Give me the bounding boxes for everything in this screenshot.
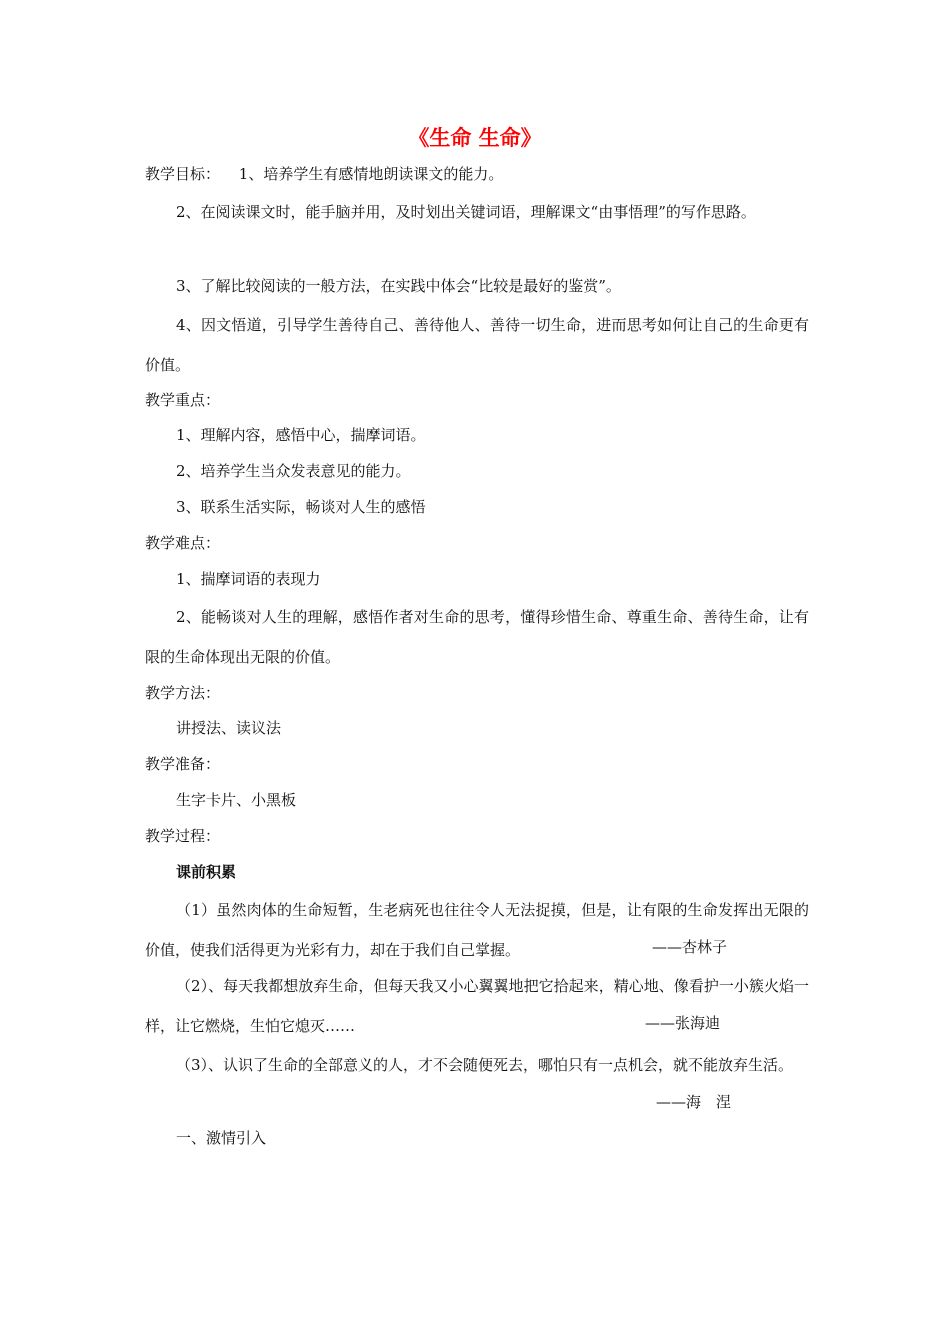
process-label: 教学过程： — [145, 827, 221, 845]
quote-2-author: ——张海迪 — [645, 1014, 721, 1032]
objective-4: 4、因文悟道，引导学生善待自己、善待他人、善待一切生命，进而思考如何让自己的生命更有价值。 — [145, 316, 809, 374]
objective-3: 3、了解比较阅读的一般方法，在实践中体会“比较是最好的鉴赏”。 — [176, 277, 621, 295]
section-heading: 课前积累 — [176, 863, 237, 881]
quote-3-author: ——海 涅 — [656, 1093, 732, 1111]
objectives-label: 教学目标： — [145, 165, 221, 183]
preparation-value: 生字卡片、小黑板 — [176, 791, 297, 809]
difficulty-2: 2、能畅谈对人生的理解，感悟作者对生命的思考，懂得珍惜生命、尊重生命、善待生命，让有限的生命体现出无限的价值。 — [145, 608, 809, 666]
preparation-label: 教学准备： — [145, 755, 221, 773]
quote-3: （3）、认识了生命的全部意义的人，才不会随便死去，哪怕只有一点机会，就不能放弃生活。 — [176, 1056, 794, 1074]
quote-2: （2）、每天我都想放弃生命，但每天我又小心翼翼地把它拾起来，精心地、像看护一小簇火焰一样，让它燃烧，生怕它熄灭…… — [145, 977, 809, 1035]
key-point-3: 3、联系生活实际，畅谈对人生的感悟 — [176, 498, 426, 516]
key-points-label: 教学重点： — [145, 391, 221, 409]
methods-label: 教学方法： — [145, 684, 221, 702]
objective-1: 1、培养学生有感情地朗读课文的能力。 — [238, 165, 504, 183]
key-point-2: 2、培养学生当众发表意见的能力。 — [176, 462, 411, 480]
document-title: 《生命 生命》 — [408, 126, 542, 150]
key-point-1: 1、理解内容，感悟中心，揣摩词语。 — [176, 426, 426, 444]
step-1: 一、激情引入 — [176, 1129, 267, 1147]
difficulties-label: 教学难点： — [145, 534, 221, 552]
methods-value: 讲授法、读议法 — [176, 719, 282, 737]
quote-1: （1）虽然肉体的生命短暂，生老病死也往往令人无法捉摸，但是，让有限的生命发挥出无限的价值，使我们活得更为光彩有力，却在于我们自己掌握。 — [145, 901, 809, 959]
quote-1-author: ——杏林子 — [652, 938, 728, 956]
objectives-heading-line — [145, 164, 503, 184]
difficulty-1: 1、揣摩词语的表现力 — [176, 570, 321, 588]
objective-2: 2、在阅读课文时，能手脑并用，及时划出关键词语，理解课文“由事悟理”的写作思路。 — [176, 203, 756, 221]
